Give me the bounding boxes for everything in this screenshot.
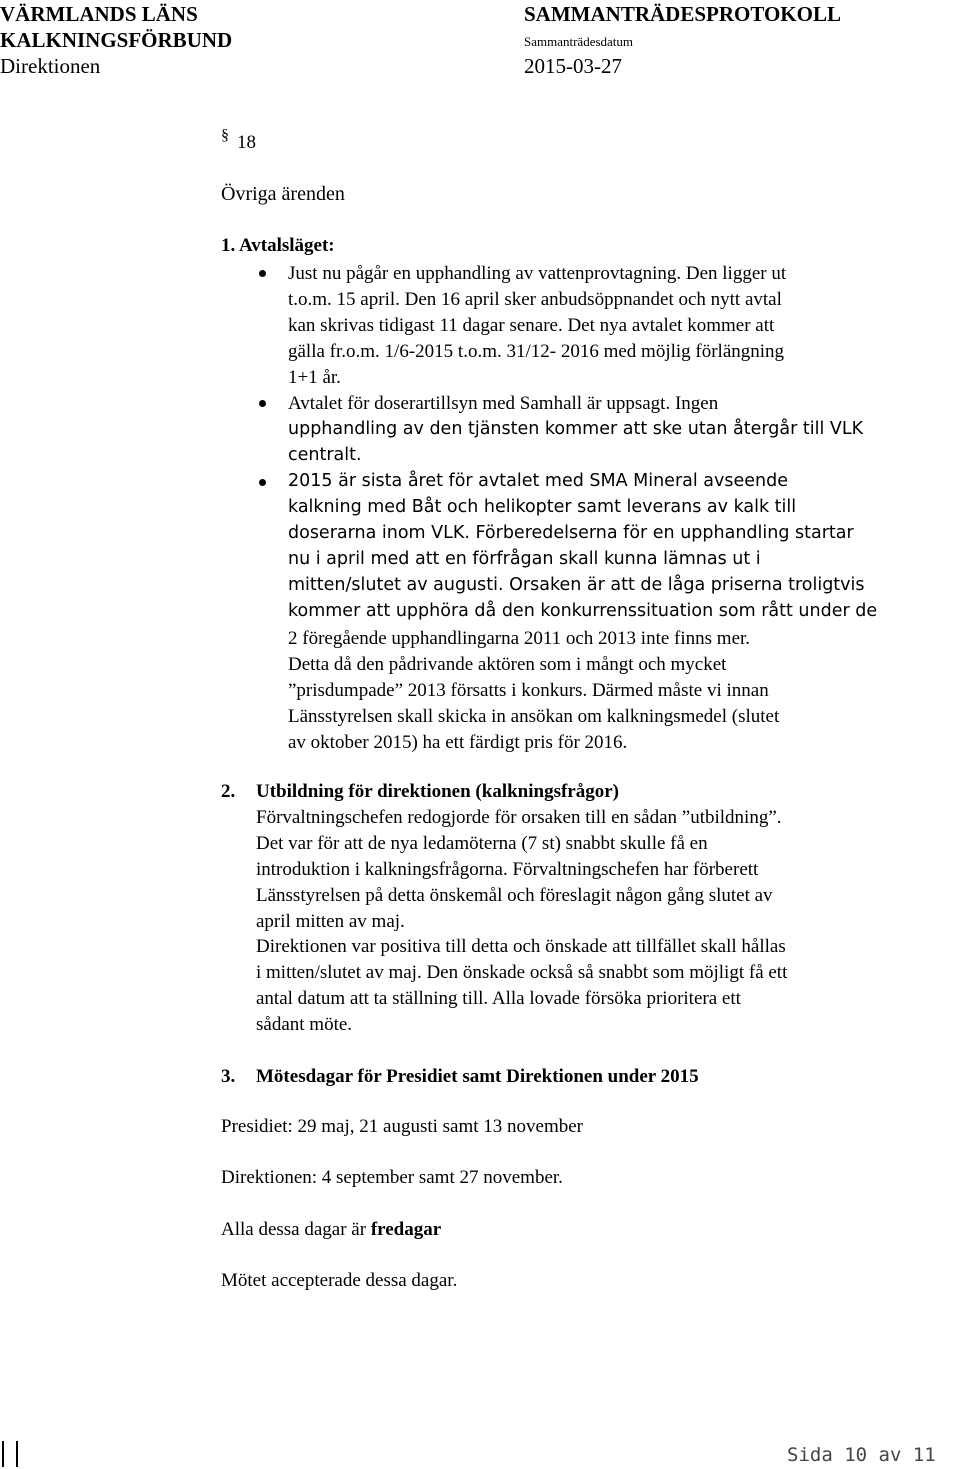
item1-bullet3-line: mitten/slutet av augusti. Orsaken är att de låga priserna troligtvis	[288, 575, 865, 595]
section-title: Övriga ärenden	[221, 183, 345, 205]
item1-bullet3-line: av oktober 2015) ha ett färdigt pris för 2016.	[288, 732, 628, 753]
presidiet-dates: Presidiet: 29 maj, 21 augusti samt 13 november	[221, 1116, 584, 1137]
item1-bullet3-line: kommer att upphöra då den konkurrenssituation som rått under de	[288, 601, 878, 621]
meeting-date: 2015-03-27	[524, 54, 622, 78]
item2-line: introduktion i kalkningsfrågorna. Förvaltningschefen har förberett	[256, 859, 759, 880]
section-mark: §	[221, 127, 229, 144]
date-label: Sammanträdesdatum	[524, 34, 634, 49]
margin-bar-right	[16, 1441, 18, 1467]
item1-bullet3-line: Länsstyrelsen skall skicka in ansökan om kalkningsmedel (slutet	[288, 706, 780, 727]
item3-number: 3.	[221, 1066, 236, 1087]
item1-bullet1-line: gälla fr.o.m. 1/6-2015 t.o.m. 31/12- 2016 med möjlig förlängning	[288, 341, 785, 362]
item2-line: april mitten av maj.	[256, 911, 405, 932]
item1-bullet3-line: kalkning med Båt och helikopter samt leverans av kalk till	[288, 497, 797, 517]
item2-number: 2.	[221, 781, 236, 802]
item1-bullet2-line: Avtalet för doserartillsyn med Samhall är uppsagt. Ingen	[288, 393, 719, 414]
direktionen-dates: Direktionen: 4 september samt 27 november.	[221, 1167, 563, 1188]
org-name-line2: KALKNINGSFÖRBUND	[0, 28, 233, 52]
weekday-note	[221, 1220, 441, 1239]
item1-bullet1-line: t.o.m. 15 april. Den 16 april sker anbudsöppnandet och nytt avtal	[288, 289, 782, 310]
item1-bullet1-line: kan skrivas tidigast 11 dagar senare. Det nya avtalet kommer att	[288, 315, 775, 336]
item1-bullet1-line: Just nu pågår en upphandling av vattenprovtagning. Den ligger ut	[288, 263, 787, 284]
item3-heading: Mötesdagar för Presidiet samt Direktionen under 2015	[256, 1066, 699, 1087]
item2-line: i mitten/slutet av maj. Den önskade också så snabbt som möjligt få ett	[256, 962, 788, 983]
item1-bullet3-line: doserarna inom VLK. Förberedelserna för en upphandling startar	[288, 523, 854, 543]
weekday-note-emphasis: fredagar	[370, 1219, 442, 1240]
item2-line: Det var för att de nya ledamöterna (7 st) snabbt skulle få en	[256, 833, 708, 854]
item1-bullet3-line: ”prisdumpade” 2013 försatts i konkurs. Därmed måste vi innan	[288, 680, 769, 701]
item1-bullet2-line: centralt.	[288, 445, 362, 465]
item2-line: antal datum att ta ställning till. Alla lovade försöka prioritera ett	[256, 988, 741, 1009]
bullet-dot	[259, 270, 266, 277]
item1-bullet3-line: nu i april med att en förfrågan skall kunna lämnas ut i	[288, 549, 761, 569]
item1-bullet1-line: 1+1 år.	[288, 367, 341, 388]
weekday-note-text: Alla dessa dagar är	[221, 1219, 371, 1240]
item2-line: Förvaltningschefen redogjorde för orsaken till en sådan ”utbildning”.	[256, 807, 782, 828]
body-name: Direktionen	[0, 54, 101, 78]
item2-line: Länsstyrelsen på detta önskemål och föreslagit någon gång slutet av	[256, 885, 773, 906]
item2-line: sådant möte.	[256, 1014, 353, 1035]
item1-bullet3-line: 2015 är sista året för avtalet med SMA Mineral avseende	[288, 471, 788, 491]
item1-bullet3-line: 2 föregående upphandlingarna 2011 och 2013 inte finns mer.	[288, 628, 751, 649]
org-name-line1: VÄRMLANDS LÄNS	[0, 2, 198, 26]
margin-bar-left	[2, 1441, 4, 1467]
item1-bullet2-line: upphandling av den tjänsten kommer att ske utan återgår till VLK	[288, 419, 864, 439]
item2-line: Direktionen var positiva till detta och önskade att tillfället skall hållas	[256, 936, 786, 957]
doc-type: SAMMANTRÄDESPROTOKOLL	[524, 2, 841, 26]
meeting-accepted: Mötet accepterade dessa dagar.	[221, 1270, 458, 1291]
item1-heading: 1. Avtalsläget:	[221, 235, 335, 256]
item2-heading: Utbildning för direktionen (kalkningsfrågor)	[256, 781, 619, 802]
bullet-dot	[259, 479, 266, 486]
page-number: Sida 10 av 11	[787, 1444, 936, 1466]
bullet-dot	[259, 400, 266, 407]
section-number: 18	[237, 132, 256, 153]
item1-bullet3-line: Detta då den pådrivande aktören som i mångt och mycket	[288, 654, 727, 675]
